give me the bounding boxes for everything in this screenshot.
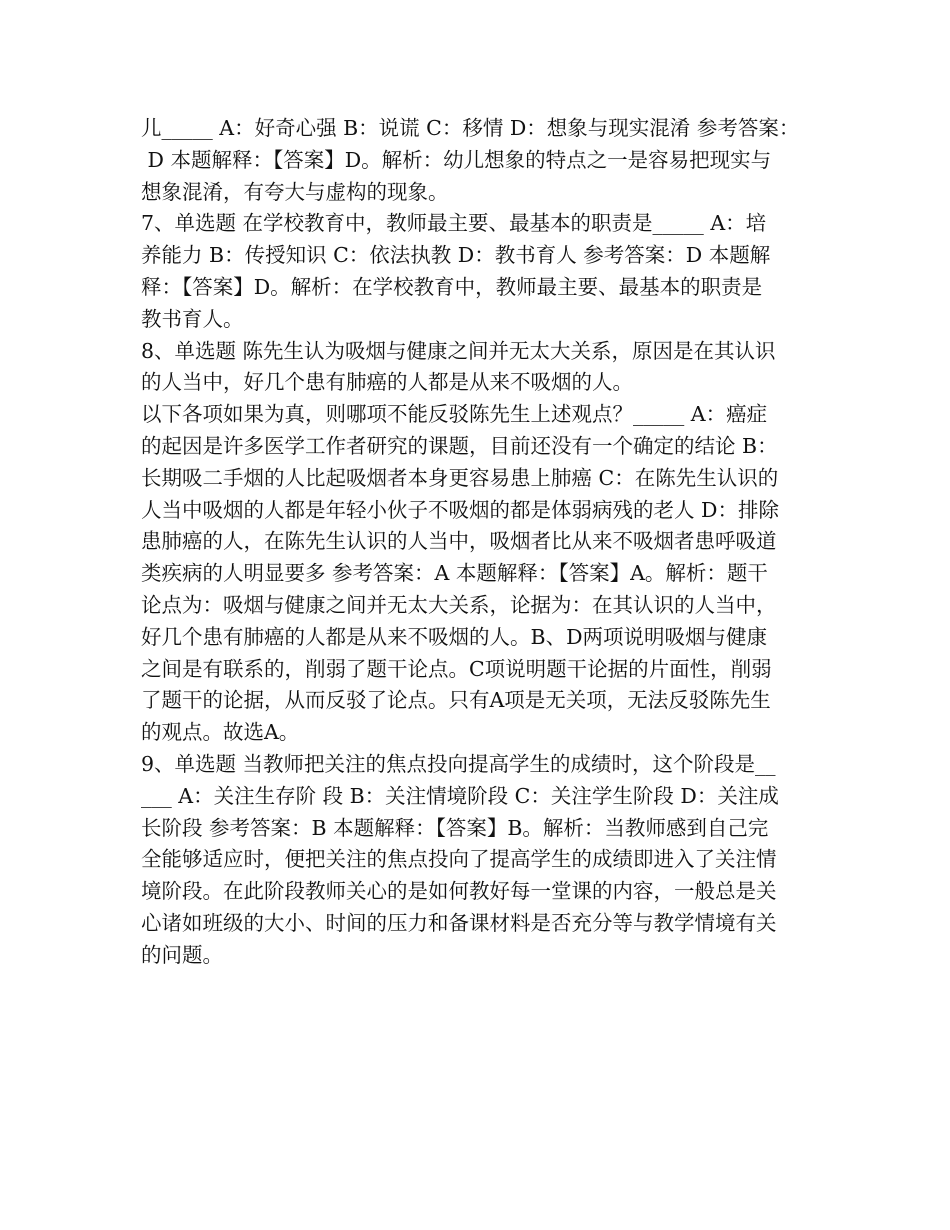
text-line: 释：【答案】D。解析：在学校教育中，教师最主要、最基本的职责是 <box>141 274 763 299</box>
text-line: 好几个患有肺癌的人都是从来不吸烟的人。B、D两项说明吸烟与健康 <box>141 624 767 649</box>
text-line: 类疾病的人明显要多 参考答案：A 本题解释：【答案】A。解析：题干 <box>141 561 768 586</box>
text-line: 的观点。故选A。 <box>141 720 300 745</box>
text-line: 境阶段。在此阶段教师关心的是如何教好每一堂课的内容，一般总是关 <box>141 879 777 904</box>
text-line: 全能够适应时，便把关注的焦点投向了提高学生的成绩即进入了关注情 <box>141 847 777 872</box>
text-line: 养能力 B：传授知识 C：依法执教 D：教书育人 参考答案：D 本题解 <box>141 243 771 268</box>
text-line: 论点为：吸烟与健康之间并无太大关系，论据为：在其认识的人当中， <box>141 592 777 617</box>
text-line: 人当中吸烟的人都是年轻小伙子不吸烟的都是体弱病残的老人 D：排除 <box>141 497 779 522</box>
text-line: 的问题。 <box>141 942 223 967</box>
text-line: 长阶段 参考答案：B 本题解释：【答案】B。解析：当教师感到自己完 <box>141 815 769 840</box>
text-line: D 本题解释：【答案】D。解析：幼儿想象的特点之一是容易把现实与 <box>141 147 772 172</box>
text-line: 的起因是许多医学工作者研究的课题，目前还没有一个确定的结论 B： <box>141 433 778 458</box>
question-8-line: 8、单选题 陈先生认为吸烟与健康之间并无太大关系，原因是在其认识 <box>141 338 776 363</box>
text-line: 儿_____ A：好奇心强 B：说谎 C：移情 D：想象与现实混淆 参考答案： <box>141 116 800 140</box>
text-line: 患肺癌的人，在陈先生认识的人当中，吸烟者比从来不吸烟者患呼吸道 <box>141 529 777 554</box>
question-7-line: 7、单选题 在学校教育中，教师最主要、最基本的职责是_____ A：培 <box>141 211 767 236</box>
question-text-block <box>141 113 821 972</box>
text-line: 心诸如班级的大小、时间的压力和备课材料是否充分等与教学情境有关 <box>141 910 777 935</box>
text-line: 教书育人。 <box>141 306 244 331</box>
text-line: 想象混淆，有夸大与虚构的现象。 <box>141 179 449 204</box>
text-line: 长期吸二手烟的人比起吸烟者本身更容易患上肺癌 C：在陈先生认识的 <box>141 465 779 490</box>
text-line: 的人当中，好几个患有肺癌的人都是从来不吸烟的人。 <box>141 370 633 395</box>
text-line: 之间是有联系的，削弱了题干论点。C项说明题干论据的片面性，削弱 <box>141 656 772 681</box>
question-9-line: 9、单选题 当教师把关注的焦点投向提高学生的成绩时，这个阶段是__ <box>141 751 776 776</box>
text-line: 了题干的论据，从而反驳了论点。只有A项是无关项，无法反驳陈先生 <box>141 688 771 713</box>
text-line: ___ A：关注生存阶 段 B：关注情境阶段 C：关注学生阶段 D：关注成 <box>141 783 779 808</box>
text-line: 以下各项如果为真，则哪项不能反驳陈先生上述观点？_____ A：癌症 <box>141 402 768 427</box>
